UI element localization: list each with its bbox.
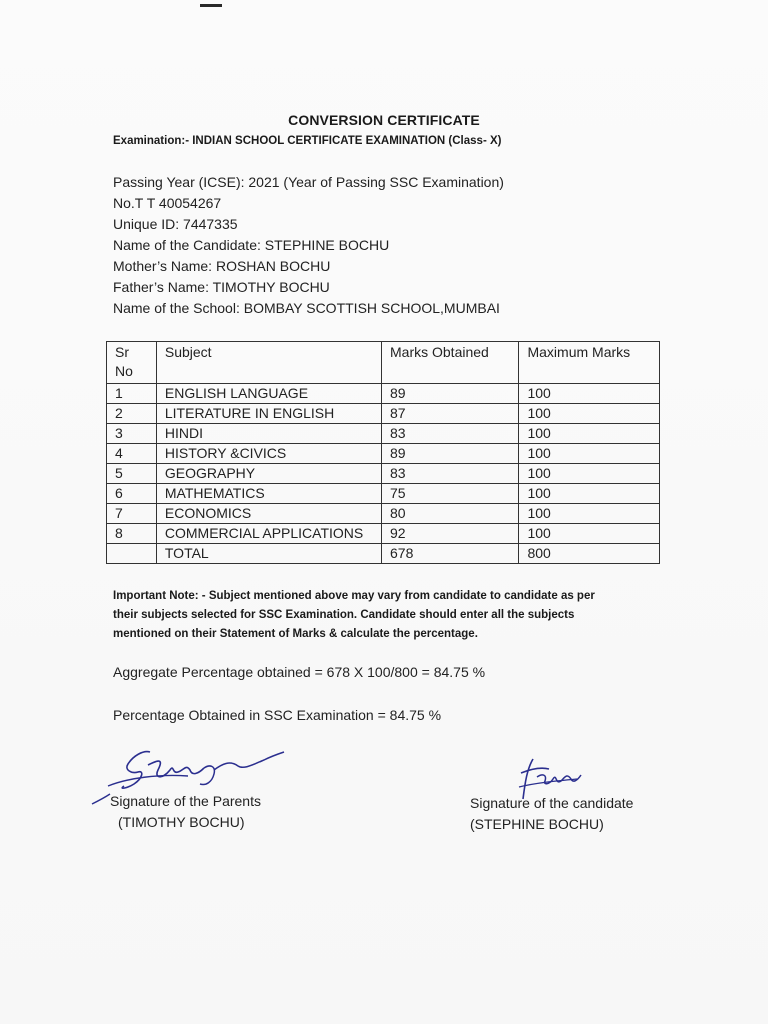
unique-id-line: Unique ID: 7447335 bbox=[113, 216, 238, 232]
table-row bbox=[107, 524, 660, 544]
parents-signature-block bbox=[110, 791, 261, 833]
roll-number-line: No.T T 40054267 bbox=[113, 195, 222, 211]
note-line: Important Note: - Subject mentioned above may vary from candidate to candidate as per bbox=[113, 590, 595, 602]
table-row bbox=[107, 484, 660, 504]
marks-table bbox=[106, 341, 660, 564]
cell-maximum-marks: 100 bbox=[519, 464, 660, 484]
cell-subject: ECONOMICS bbox=[156, 504, 381, 524]
cell-marks-obtained: 678 bbox=[382, 544, 519, 564]
cell-subject: TOTAL bbox=[156, 544, 381, 564]
important-note bbox=[113, 587, 673, 644]
mother-name-line: Mother’s Name: ROSHAN BOCHU bbox=[113, 258, 331, 274]
header-maximum-marks: Maximum Marks bbox=[519, 342, 660, 384]
cell-maximum-marks: 100 bbox=[519, 424, 660, 444]
cell-maximum-marks: 800 bbox=[519, 544, 660, 564]
cell-subject: ENGLISH LANGUAGE bbox=[156, 384, 381, 404]
candidate-name: (STEPHINE BOCHU) bbox=[470, 816, 604, 832]
cell-marks-obtained: 89 bbox=[382, 384, 519, 404]
header-subject: Subject bbox=[156, 342, 381, 384]
cell-maximum-marks: 100 bbox=[519, 524, 660, 544]
table-row bbox=[107, 424, 660, 444]
cell-subject: COMMERCIAL APPLICATIONS bbox=[156, 524, 381, 544]
table-header-row bbox=[107, 342, 660, 384]
ssc-percentage: Percentage Obtained in SSC Examination = 84.75 % bbox=[113, 707, 442, 723]
scan-mark bbox=[200, 4, 222, 7]
page-title: CONVERSION CERTIFICATE bbox=[288, 112, 480, 128]
cell-marks-obtained: 80 bbox=[382, 504, 519, 524]
examination-line: Examination:- INDIAN SCHOOL CERTIFICATE EXAMINATION (Class- X) bbox=[113, 135, 502, 147]
cell-sr-no: 8 bbox=[107, 524, 157, 544]
parents-name: (TIMOTHY BOCHU) bbox=[118, 814, 245, 830]
passing-year-line: Passing Year (ICSE): 2021 (Year of Passing SSC Examination) bbox=[113, 174, 504, 190]
cell-maximum-marks: 100 bbox=[519, 444, 660, 464]
header-sr-no: Sr No bbox=[107, 342, 157, 384]
candidate-name-line: Name of the Candidate: STEPHINE BOCHU bbox=[113, 237, 390, 253]
cell-subject: MATHEMATICS bbox=[156, 484, 381, 504]
cell-marks-obtained: 87 bbox=[382, 404, 519, 424]
cell-subject: HISTORY &CIVICS bbox=[156, 444, 381, 464]
cell-marks-obtained: 89 bbox=[382, 444, 519, 464]
cell-sr-no: 6 bbox=[107, 484, 157, 504]
cell-marks-obtained: 83 bbox=[382, 464, 519, 484]
cell-maximum-marks: 100 bbox=[519, 384, 660, 404]
cell-maximum-marks: 100 bbox=[519, 504, 660, 524]
cell-sr-no: 1 bbox=[107, 384, 157, 404]
cell-marks-obtained: 75 bbox=[382, 484, 519, 504]
table-row bbox=[107, 464, 660, 484]
cell-marks-obtained: 92 bbox=[382, 524, 519, 544]
cell-subject: GEOGRAPHY bbox=[156, 464, 381, 484]
note-line: mentioned on their Statement of Marks & calculate the percentage. bbox=[113, 628, 478, 640]
cell-maximum-marks: 100 bbox=[519, 484, 660, 504]
candidate-signature-block bbox=[470, 793, 633, 835]
school-name-line: Name of the School: BOMBAY SCOTTISH SCHOOL,MUMBAI bbox=[113, 300, 500, 316]
cell-maximum-marks: 100 bbox=[519, 404, 660, 424]
header-marks-obtained: Marks Obtained bbox=[382, 342, 519, 384]
parents-signature-label: Signature of the Parents bbox=[110, 793, 261, 809]
cell-sr-no: 4 bbox=[107, 444, 157, 464]
cell-subject: HINDI bbox=[156, 424, 381, 444]
aggregate-percentage: Aggregate Percentage obtained = 678 X 100/800 = 84.75 % bbox=[113, 664, 486, 680]
cell-sr-no: 2 bbox=[107, 404, 157, 424]
table-row bbox=[107, 444, 660, 464]
note-line: their subjects selected for SSC Examination. Candidate should enter all the subjects bbox=[113, 609, 575, 621]
cell-sr-no: 5 bbox=[107, 464, 157, 484]
cell-sr-no bbox=[107, 544, 157, 564]
table-row bbox=[107, 404, 660, 424]
table-row bbox=[107, 384, 660, 404]
cell-sr-no: 7 bbox=[107, 504, 157, 524]
cell-marks-obtained: 83 bbox=[382, 424, 519, 444]
total-row bbox=[107, 544, 660, 564]
father-name-line: Father’s Name: TIMOTHY BOCHU bbox=[113, 279, 330, 295]
table-row bbox=[107, 504, 660, 524]
cell-sr-no: 3 bbox=[107, 424, 157, 444]
candidate-signature-label: Signature of the candidate bbox=[470, 795, 634, 811]
cell-subject: LITERATURE IN ENGLISH bbox=[156, 404, 381, 424]
